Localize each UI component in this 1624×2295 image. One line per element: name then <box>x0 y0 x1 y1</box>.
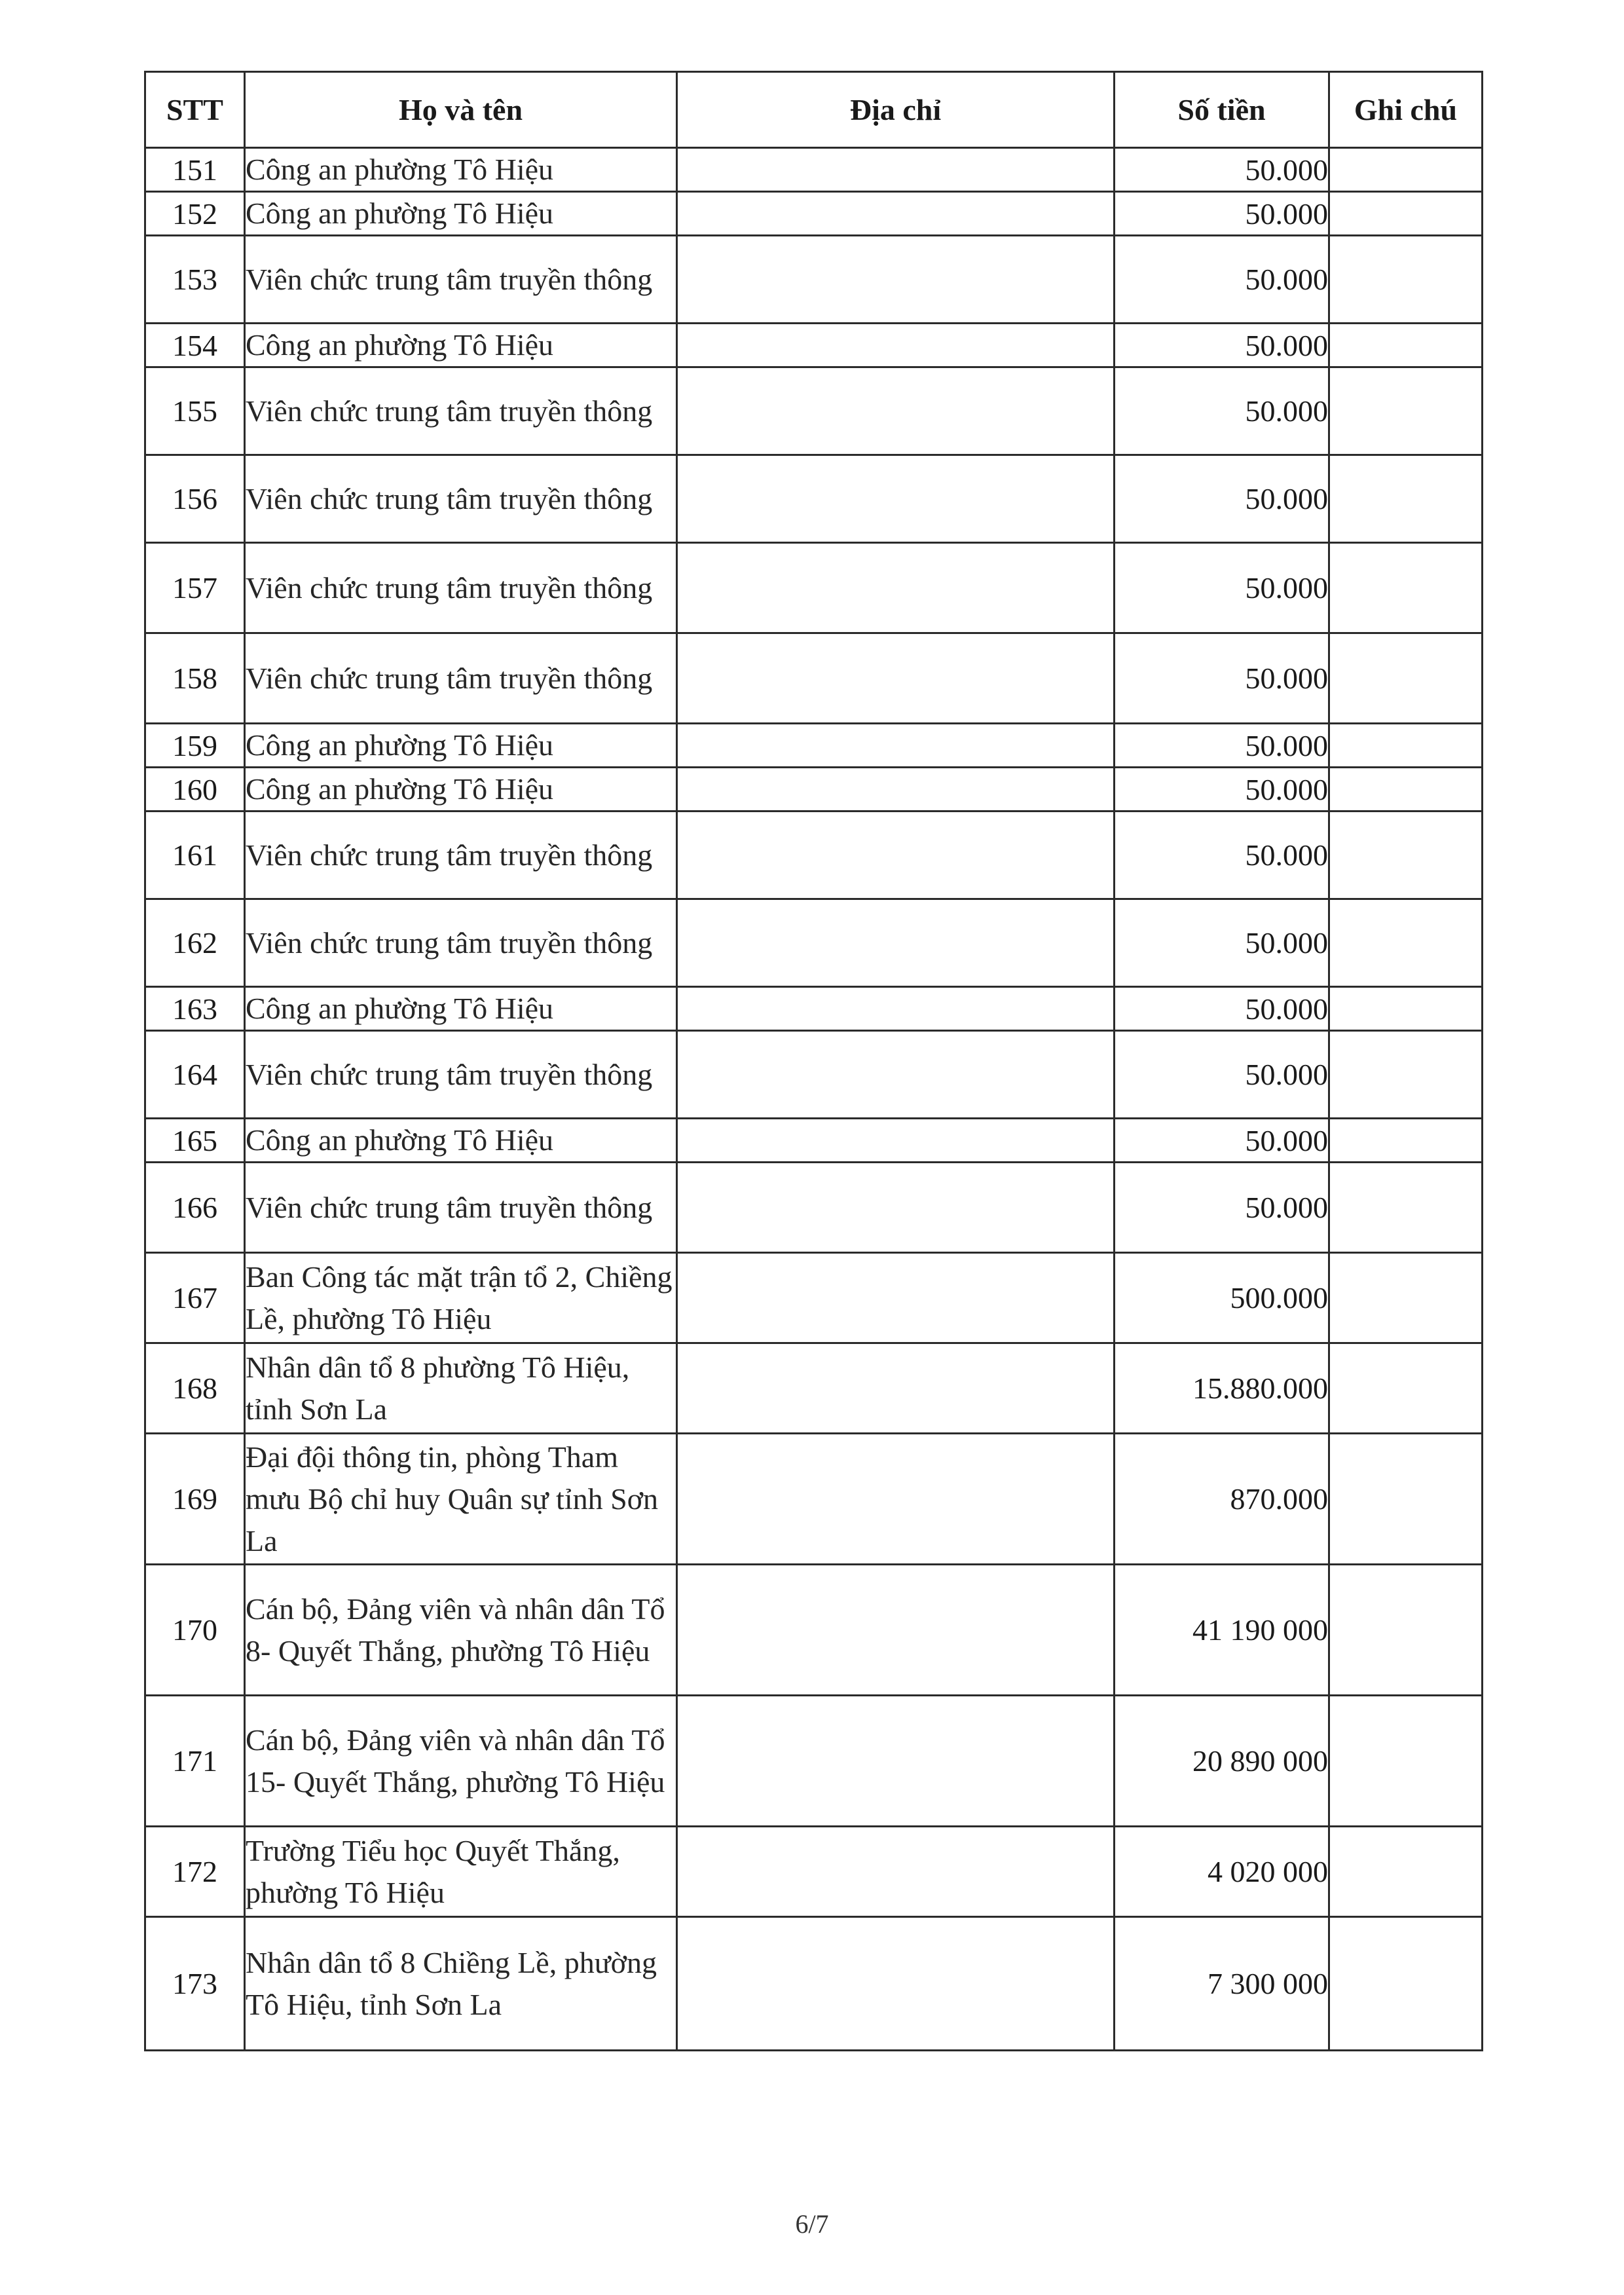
row-note <box>1329 1696 1483 1827</box>
header-note: Ghi chú <box>1329 72 1483 148</box>
row-address <box>677 1031 1115 1119</box>
donation-table <box>144 71 1483 2051</box>
row-note <box>1329 812 1483 899</box>
row-address <box>677 148 1115 192</box>
row-stt: 167 <box>145 1253 245 1343</box>
table-row <box>145 543 1483 633</box>
row-amount: 20 890 000 <box>1115 1696 1329 1827</box>
row-note <box>1329 455 1483 543</box>
row-amount: 50.000 <box>1115 899 1329 987</box>
row-name: Viên chức trung tâm truyền thông <box>245 455 677 543</box>
row-name: Viên chức trung tâm truyền thông <box>245 1031 677 1119</box>
row-address <box>677 987 1115 1031</box>
row-stt: 172 <box>145 1827 245 1917</box>
row-stt: 165 <box>145 1119 245 1163</box>
table-row <box>145 148 1483 192</box>
row-name: Trường Tiểu học Quyết Thắng, phường Tô Hiệu <box>245 1827 677 1917</box>
row-name: Viên chức trung tâm truyền thông <box>245 236 677 324</box>
row-name: Công an phường Tô Hiệu <box>245 192 677 236</box>
row-address <box>677 899 1115 987</box>
header-amount: Số tiền <box>1115 72 1329 148</box>
row-stt: 154 <box>145 324 245 367</box>
page-number: 6/7 <box>795 2209 829 2239</box>
row-stt: 161 <box>145 812 245 899</box>
row-address <box>677 324 1115 367</box>
row-amount: 50.000 <box>1115 192 1329 236</box>
row-amount: 15.880.000 <box>1115 1343 1329 1434</box>
row-stt: 156 <box>145 455 245 543</box>
row-amount: 50.000 <box>1115 324 1329 367</box>
row-address <box>677 1696 1115 1827</box>
table-row <box>145 1565 1483 1696</box>
row-note <box>1329 324 1483 367</box>
row-amount: 50.000 <box>1115 987 1329 1031</box>
table-row <box>145 1119 1483 1163</box>
row-address <box>677 1253 1115 1343</box>
row-address <box>677 768 1115 812</box>
row-name: Công an phường Tô Hiệu <box>245 1119 677 1163</box>
table-header-row <box>145 72 1483 148</box>
header-stt: STT <box>145 72 245 148</box>
table-row <box>145 1696 1483 1827</box>
row-name: Nhân dân tổ 8 phường Tô Hiệu, tỉnh Sơn La <box>245 1343 677 1434</box>
row-note <box>1329 1253 1483 1343</box>
table-row <box>145 367 1483 455</box>
row-amount: 50.000 <box>1115 543 1329 633</box>
row-name: Công an phường Tô Hiệu <box>245 768 677 812</box>
row-address <box>677 1827 1115 1917</box>
row-note <box>1329 1434 1483 1565</box>
row-address <box>677 1343 1115 1434</box>
row-amount: 50.000 <box>1115 1031 1329 1119</box>
row-stt: 163 <box>145 987 245 1031</box>
row-name: Công an phường Tô Hiệu <box>245 148 677 192</box>
table-row <box>145 1163 1483 1253</box>
row-note <box>1329 1031 1483 1119</box>
table-row <box>145 1434 1483 1565</box>
row-address <box>677 236 1115 324</box>
row-amount: 50.000 <box>1115 633 1329 724</box>
row-stt: 151 <box>145 148 245 192</box>
row-address <box>677 455 1115 543</box>
row-note <box>1329 987 1483 1031</box>
row-address <box>677 367 1115 455</box>
row-amount: 50.000 <box>1115 724 1329 768</box>
row-stt: 168 <box>145 1343 245 1434</box>
row-stt: 159 <box>145 724 245 768</box>
table-row <box>145 812 1483 899</box>
row-stt: 155 <box>145 367 245 455</box>
row-stt: 160 <box>145 768 245 812</box>
row-name: Viên chức trung tâm truyền thông <box>245 812 677 899</box>
row-note <box>1329 1827 1483 1917</box>
row-stt: 157 <box>145 543 245 633</box>
row-address <box>677 1119 1115 1163</box>
row-address <box>677 633 1115 724</box>
row-address <box>677 543 1115 633</box>
row-address <box>677 1163 1115 1253</box>
row-note <box>1329 633 1483 724</box>
row-stt: 166 <box>145 1163 245 1253</box>
row-name: Công an phường Tô Hiệu <box>245 324 677 367</box>
row-note <box>1329 899 1483 987</box>
row-address <box>677 1565 1115 1696</box>
row-address <box>677 1917 1115 2051</box>
row-name: Viên chức trung tâm truyền thông <box>245 543 677 633</box>
table-row <box>145 633 1483 724</box>
table-row <box>145 1827 1483 1917</box>
row-note <box>1329 543 1483 633</box>
row-note <box>1329 192 1483 236</box>
row-amount: 50.000 <box>1115 1119 1329 1163</box>
row-name: Đại đội thông tin, phòng Tham mưu Bộ chỉ huy Quân sự tỉnh Sơn La <box>245 1434 677 1565</box>
row-name: Viên chức trung tâm truyền thông <box>245 367 677 455</box>
row-note <box>1329 148 1483 192</box>
row-name: Viên chức trung tâm truyền thông <box>245 1163 677 1253</box>
row-address <box>677 1434 1115 1565</box>
row-address <box>677 192 1115 236</box>
row-stt: 170 <box>145 1565 245 1696</box>
row-stt: 173 <box>145 1917 245 2051</box>
row-address <box>677 724 1115 768</box>
row-amount: 50.000 <box>1115 768 1329 812</box>
row-note <box>1329 236 1483 324</box>
table-row <box>145 899 1483 987</box>
table-row <box>145 724 1483 768</box>
row-name: Cán bộ, Đảng viên và nhân dân Tổ 15- Quyết Thắng, phường Tô Hiệu <box>245 1696 677 1827</box>
row-stt: 171 <box>145 1696 245 1827</box>
row-address <box>677 812 1115 899</box>
row-name: Viên chức trung tâm truyền thông <box>245 899 677 987</box>
row-name: Công an phường Tô Hiệu <box>245 987 677 1031</box>
row-stt: 164 <box>145 1031 245 1119</box>
row-amount: 50.000 <box>1115 148 1329 192</box>
row-name: Công an phường Tô Hiệu <box>245 724 677 768</box>
row-stt: 169 <box>145 1434 245 1565</box>
row-note <box>1329 1119 1483 1163</box>
table-row <box>145 1031 1483 1119</box>
table-row <box>145 1917 1483 2051</box>
row-amount: 50.000 <box>1115 812 1329 899</box>
row-name: Cán bộ, Đảng viên và nhân dân Tổ 8- Quyết Thắng, phường Tô Hiệu <box>245 1565 677 1696</box>
table-row <box>145 987 1483 1031</box>
row-name: Ban Công tác mặt trận tổ 2, Chiềng Lề, phường Tô Hiệu <box>245 1253 677 1343</box>
table-row <box>145 236 1483 324</box>
row-stt: 152 <box>145 192 245 236</box>
row-name: Viên chức trung tâm truyền thông <box>245 633 677 724</box>
row-amount: 7 300 000 <box>1115 1917 1329 2051</box>
row-note <box>1329 768 1483 812</box>
row-note <box>1329 724 1483 768</box>
header-name: Họ và tên <box>245 72 677 148</box>
table-row <box>145 455 1483 543</box>
row-note <box>1329 367 1483 455</box>
row-amount: 41 190 000 <box>1115 1565 1329 1696</box>
row-amount: 50.000 <box>1115 236 1329 324</box>
table-row <box>145 1253 1483 1343</box>
row-amount: 50.000 <box>1115 455 1329 543</box>
row-amount: 50.000 <box>1115 1163 1329 1253</box>
table-row <box>145 324 1483 367</box>
row-note <box>1329 1565 1483 1696</box>
row-stt: 153 <box>145 236 245 324</box>
table-row <box>145 192 1483 236</box>
row-note <box>1329 1163 1483 1253</box>
row-amount: 500.000 <box>1115 1253 1329 1343</box>
row-stt: 162 <box>145 899 245 987</box>
header-address: Địa chỉ <box>677 72 1115 148</box>
row-stt: 158 <box>145 633 245 724</box>
row-amount: 870.000 <box>1115 1434 1329 1565</box>
row-note <box>1329 1917 1483 2051</box>
row-name: Nhân dân tổ 8 Chiềng Lề, phường Tô Hiệu, tỉnh Sơn La <box>245 1917 677 2051</box>
row-amount: 50.000 <box>1115 367 1329 455</box>
table-row <box>145 1343 1483 1434</box>
table-row <box>145 768 1483 812</box>
row-note <box>1329 1343 1483 1434</box>
row-amount: 4 020 000 <box>1115 1827 1329 1917</box>
